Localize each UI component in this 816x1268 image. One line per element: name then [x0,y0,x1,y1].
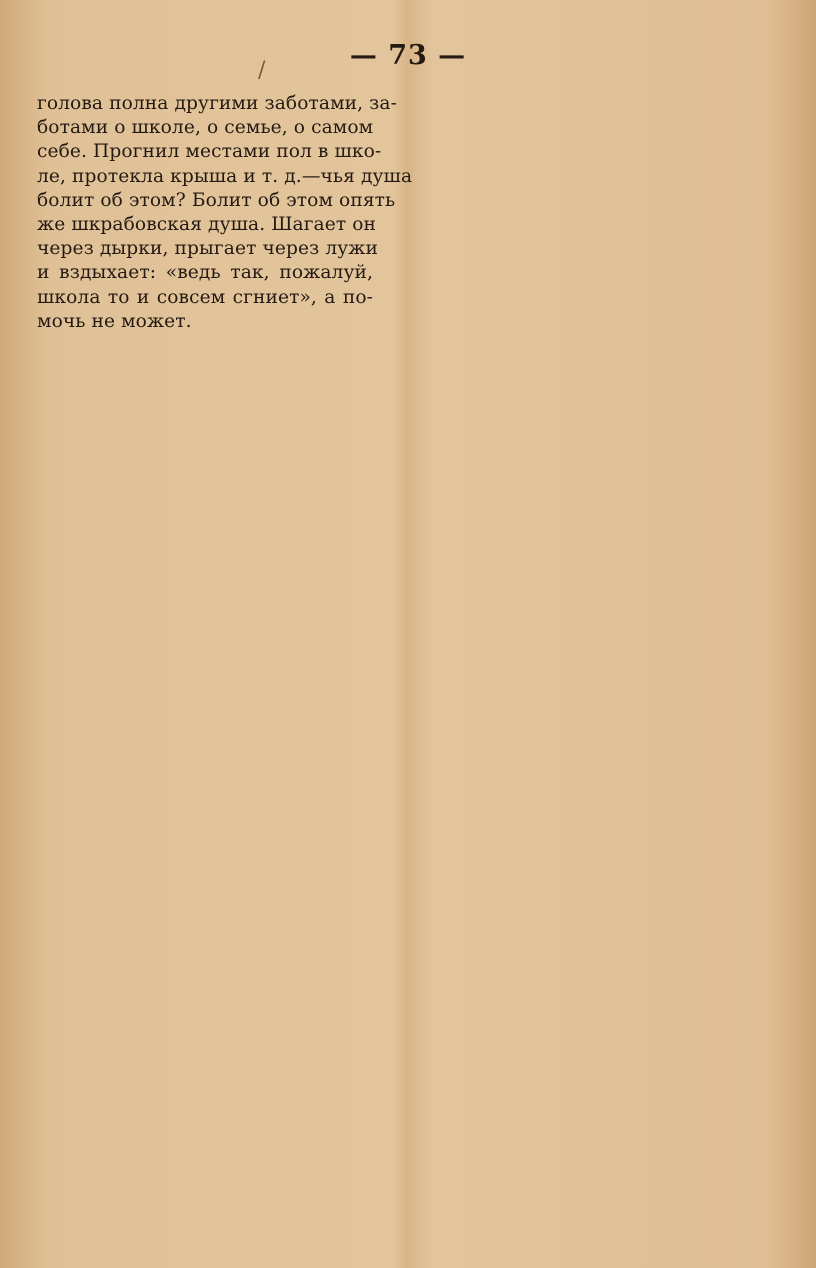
pencil-mark: / [258,58,266,83]
left-column [37,92,413,334]
text-line: через дырки, прыгает через лужи [37,238,378,260]
text-line: болит об этом? Болит об этом опять [37,189,396,211]
text-line: себе. Прогнил местами пол в шко- [37,141,382,163]
text-line: голова полна другими заботами, за- [37,93,397,114]
text-line: мочь не может. [37,310,192,332]
text-line: ле, протекла крыша и т. д.—чья душа [37,165,413,187]
text-line: же шкрабовская душа. Шагает он [37,214,377,236]
text-line: ботами о школе, о семье, о самом [37,117,374,139]
page-number: — 73 — [349,40,467,71]
text-line: и вздыхает: «ведь так, пожалуй, [37,262,373,284]
text-line: школа то и совсем сгниет», а по- [37,286,373,308]
